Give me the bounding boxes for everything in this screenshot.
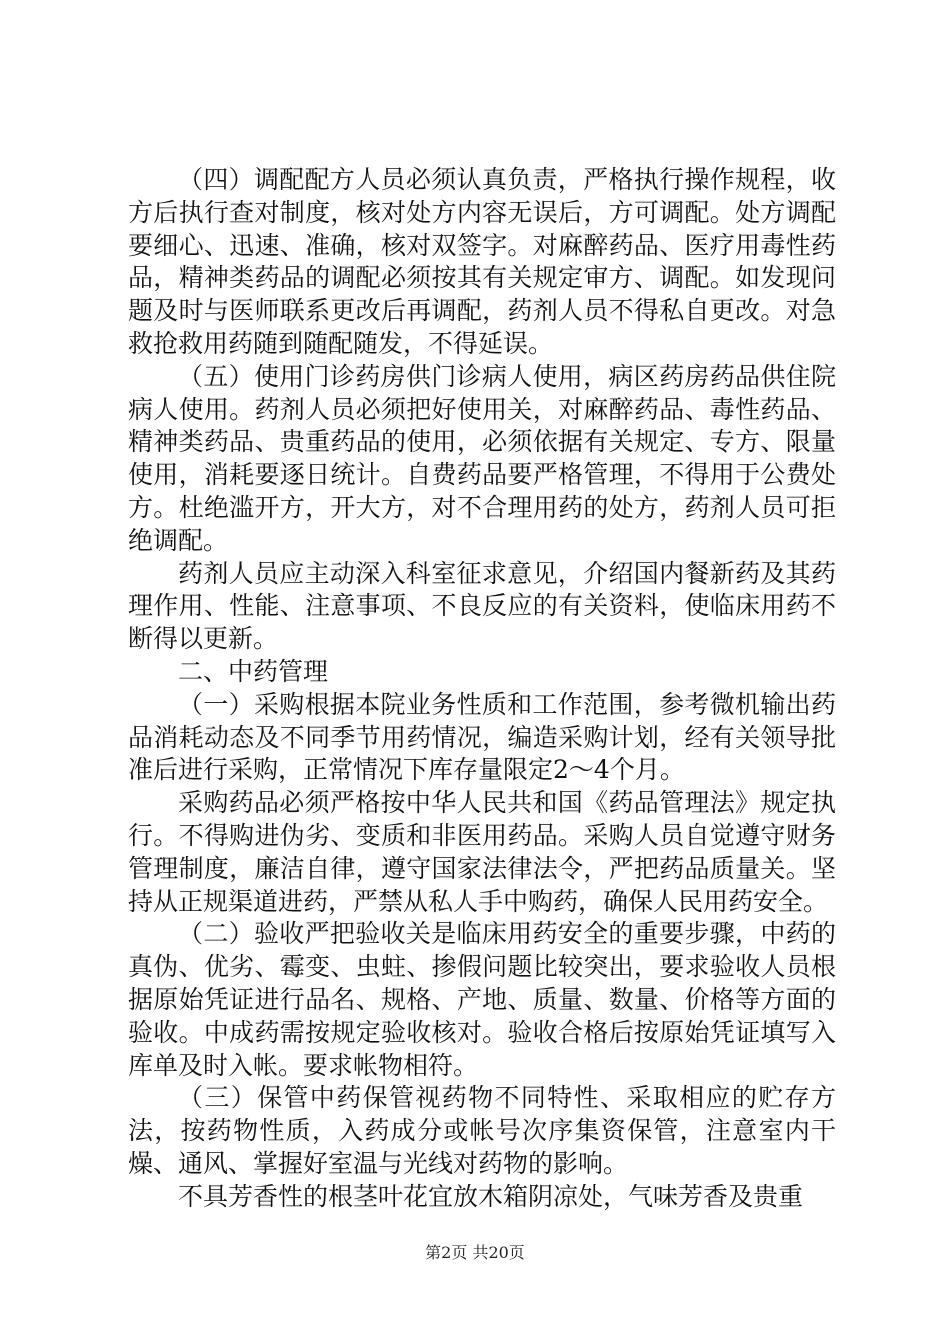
- paragraph-usage: （五）使用门诊药房供门诊病人使用，病区药房药品供住院病人使用。药剂人员必须把好使用关，对麻醉药品、毒性药品、精神类药品、贵重药品的使用，必须依据有关规定、专方、限量使用，消耗要逐日统计。自费药品要严格管理，不得用于公费处方。杜绝滥开方，开大方，对不合理用药的处方，药剂人员可拒绝调配。: [128, 361, 836, 555]
- paragraph-dispensing: （四）调配配方人员必须认真负责，严格执行操作规程，收方后执行查对制度，核对处方内容无误后，方可调配。处方调配要细心、迅速、准确，核对双签字。对麻醉药品、医疗用毒性药品，精神类药品的调配必须按其有关规定审方、调配。如发现问题及时与医师联系更改后再调配，药剂人员不得私自更改。对急救抢救用药随到随配随发，不得延误。: [128, 165, 836, 358]
- document-body: [128, 164, 836, 1214]
- paragraph-procurement: （一）采购根据本院业务性质和工作范围，参考微机输出药品消耗动态及不同季节用药情况，编造采购计划，经有关领导批准后进行采购，正常情况下库存量限定2～4个月。: [128, 689, 836, 785]
- paragraph-storage-continued: 不具芳香性的根茎叶花宜放木箱阴凉处，气味芳香及贵重: [178, 1181, 804, 1211]
- section-heading-tcm: 二、中药管理: [178, 656, 329, 686]
- paragraph-storage: （三）保管中药保管视药物不同特性、采取相应的贮存方法，按药物性质，入药成分或帐号次序集资保管，注意室内干燥、通风、掌握好室温与光线对药物的影响。: [128, 1083, 836, 1178]
- page-number-footer: 第2页 共20页: [425, 1243, 525, 1262]
- paragraph-new-drugs: 药剂人员应主动深入科室征求意见，介绍国内餐新药及其药理作用、性能、注意事项、不良反应的有关资料，使临床用药不断得以更新。: [128, 558, 836, 654]
- paragraph-acceptance: （二）验收严把验收关是临床用药安全的重要步骤，中药的真伪、优劣、霉变、虫蛀、掺假问题比较突出，要求验收人员根据原始凭证进行品名、规格、产地、质量、数量、价格等方面的验收。中成药需按规定验收核对。验收合格后按原始凭证填写入库单及时入帐。要求帐物相符。: [128, 919, 836, 1080]
- paragraph-procurement-rules: 采购药品必须严格按中华人民共和国《药品管理法》规定执行。不得购进伪劣、变质和非医用药品。采购人员自觉遵守财务管理制度，廉洁自律，遵守国家法律法令，严把药品质量关。坚持从正规渠道进药，严禁从私人手中购药，确保人民用药安全。: [128, 788, 836, 916]
